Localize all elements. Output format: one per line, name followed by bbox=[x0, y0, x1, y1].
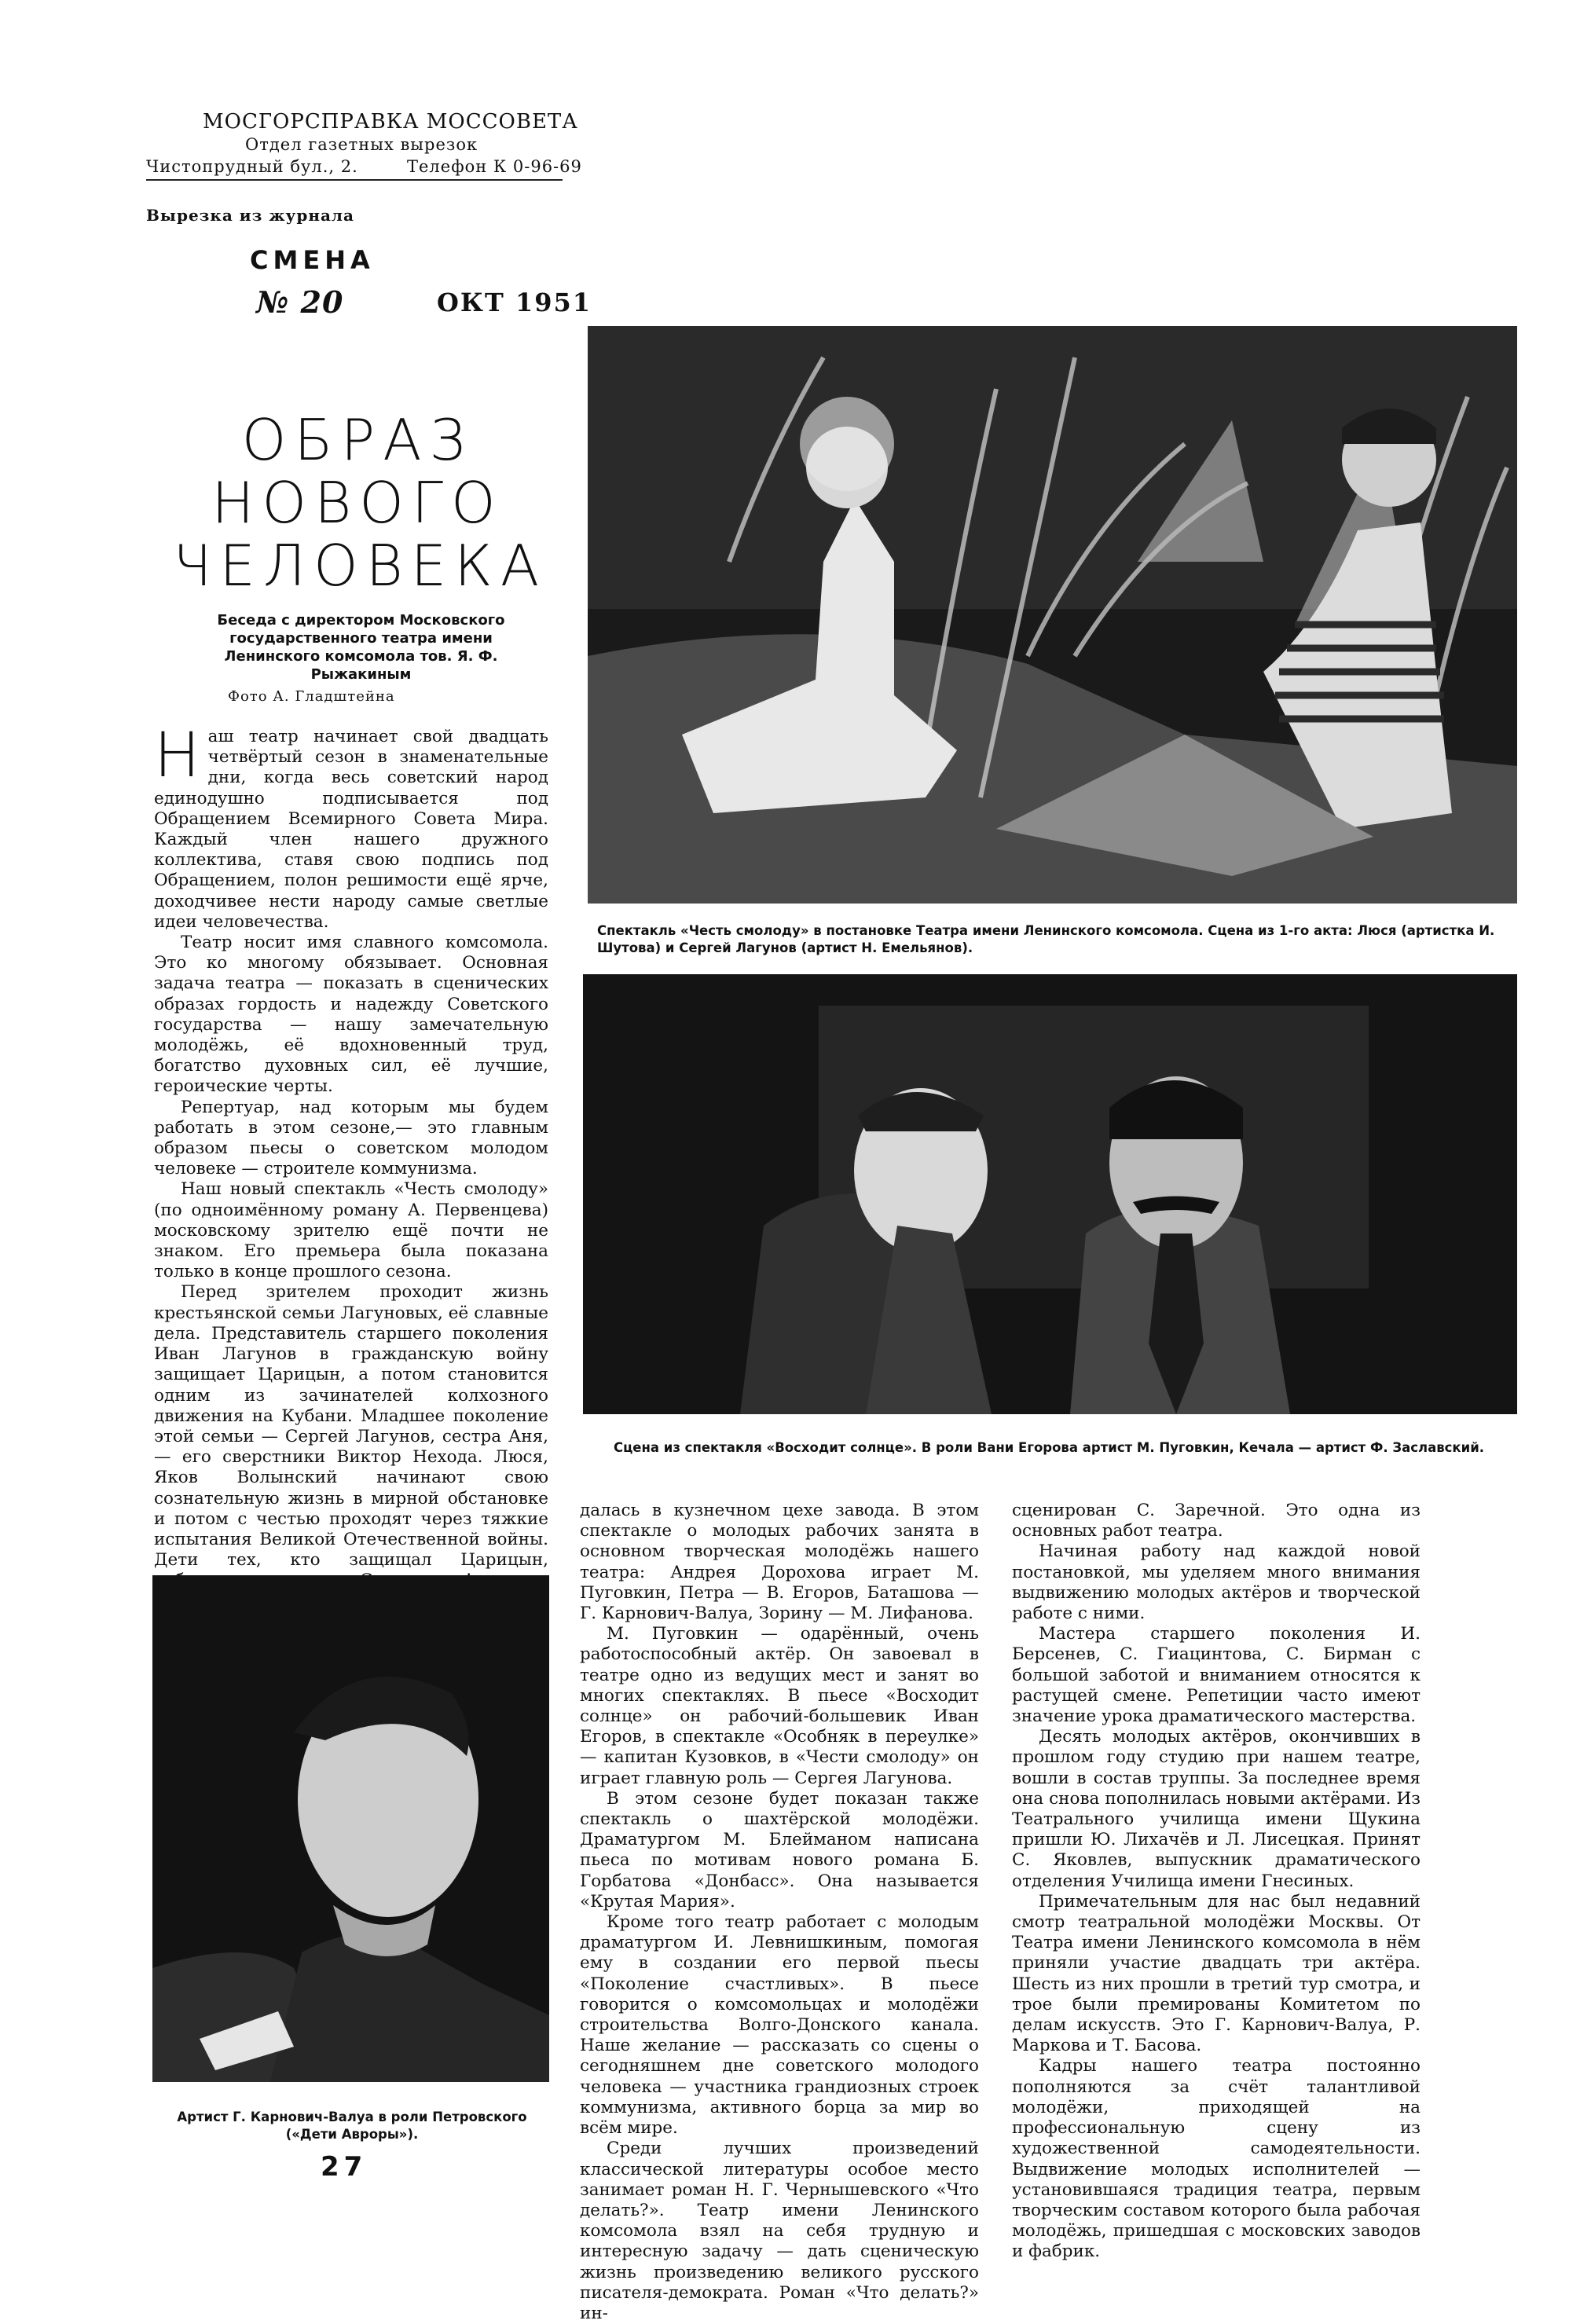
article-title bbox=[173, 407, 548, 599]
first-paragraph: аш театр начинает свой двадцать четвёртый сезон в знаменательные дни, когда весь советский народ единодушно подписывается под Обращением Всемирного Совета Мира. Каждый член нашего дружного коллектива, ставя свою подпись под Обращением, полон решимости ещё ярче, доходчивее нести народу самые светлые идеи человечества. bbox=[154, 727, 548, 932]
photo-chest-smolodu bbox=[588, 326, 1517, 904]
scene-illustration-1 bbox=[588, 326, 1517, 904]
portrait-illustration bbox=[152, 1575, 549, 2082]
col1-paragraph: Перед зрителем проходит жизнь крестьянской семьи Лагуновых, её славные дела. Представитель старшего поколения Иван Лагунов в гражданскую войну защищает Царицын, а потом становится одним из зачинателей колхозного движения на Кубани. Младшее поколение этой семьи — Сергей Лагунов, сестра Аня,— его сверстники Виктор Неходa. Люся, Яков Волынский начинают свою сознательную жизнь в мирной обстановке и потом с честью проходят через тяжкие испытания Великой Отечественной войны. Дети тех, кто защищал Царицын, bbox=[154, 1282, 548, 1571]
col3-paragraph: сценирован С. Заречной. Это одна из основных работ театра. bbox=[1012, 1501, 1421, 1541]
col3-paragraph: Десять молодых актёров, окончивших в прошлом году студию при нашем театре, вошли в состав труппы. За последнее время она снова пополнилась новыми актёрами. Из Театрального училища имени Щукина пришли Ю. Лихачёв и Л. Лисецкая. Принят С. Яковлев, выпускник драматического отделения Училища имени Гнесиных. bbox=[1012, 1727, 1421, 1891]
photo1-caption: Спектакль «Честь смолоду» в постановке Театра имени Ленинского комсомола. Сцена из 1-го акта: Люся (артистка И. Шутова) и Сергей Лагунов (артист Н. Емельянов). bbox=[597, 923, 1495, 955]
article-column-2 bbox=[580, 1501, 979, 2324]
stamp-agency: МОСГОРСПРАВКА МОССОВЕТА bbox=[203, 110, 578, 134]
title-line-1: ОБРАЗ bbox=[241, 407, 474, 473]
col1-paragraph: Театр носит имя славного комсомола. Это ко многому обязывает. Основная задача театра — показать в сценических образах гордость и надежду Советского государства — нашу замечательную молодёжь, её вдохновенный труд, богатство духовных сил, её лучшие, героические черты. bbox=[154, 933, 548, 1097]
col3-paragraph: Кадры нашего театра постоянно пополняются за счёт талантливой молодёжи, приходящей на профессиональную сцену из художественной самодеятельности. Выдвижение молодых исполнителей — установившаяся традиция театра, первым творческим составом которого была рабочая молодёжь, пришедшая с московских заводов и фабрик. bbox=[1012, 2056, 1421, 2262]
title-line-2: НОВОГО bbox=[211, 470, 504, 536]
col3-paragraph: Начиная работу над каждой новой постановкой, мы уделяем много внимания выдвижению молодых актёров и творческой работе с ними. bbox=[1012, 1541, 1421, 1624]
col1-paragraph: Наш новый спектакль «Честь смолоду» (по одноимённому роману А. Первенцева) московскому зрителю ещё почти не знаком. Его премьера была показана только в конце прошлого сезона. bbox=[154, 1179, 548, 1282]
title-line-3: ЧЕЛОВЕКА bbox=[173, 533, 548, 599]
photo2-caption: Сцена из спектакля «Восходит солнце». В роли Вани Егорова артист М. Пуговкин, Кечала — артист Ф. Заславский. bbox=[613, 1440, 1485, 1455]
article-column-3 bbox=[1012, 1501, 1421, 2263]
stamp-phone: Телефон К 0-96-69 bbox=[407, 157, 582, 176]
stamp-department: Отдел газетных вырезок bbox=[245, 135, 478, 154]
photo-karnovich-valua bbox=[152, 1575, 549, 2082]
stamp-address: Чистопрудный бул., 2. bbox=[146, 157, 358, 176]
clipping-label: Вырезка из журнала bbox=[146, 206, 354, 225]
issue-date: ОКТ 1951 bbox=[437, 288, 592, 317]
stamp-rule bbox=[146, 179, 563, 181]
journal-name: СМЕНА bbox=[250, 245, 375, 275]
photo-credit: Фото А. Гладштейна bbox=[228, 688, 395, 705]
col2-paragraph: далась в кузнечном цехе завода. В этом спектакле о молодых рабочих занята в основном творческая молодёжь нашего театра: Андрея Дорохова играет М. Пуговкин, Петра — В. Егоров, Баташова — Г. Карнович-Валуа, Зорину — М. Лифанова. bbox=[580, 1501, 979, 1624]
photo3-caption: Артист Г. Карнович-Валуа в роли Петровского («Дети Авроры»). bbox=[177, 2110, 527, 2142]
col2-paragraph: Среди лучших произведений классической литературы особое место занимает роман Н. Г. Чернышевского «Что делать?». Театр имени Ленинского комсомола взял на себя трудную и интересную задачу — дать сценическую жизнь произведению великого русского писателя-демократа. Роман «Что делать?» ин- bbox=[580, 2139, 979, 2323]
col3-paragraph: Мастера старшего поколения И. Берсенев, С. Гиацинтова, С. Бирман с большой заботой и вниманием относятся к растущей смене. Репетиции часто имеют значение урока драматического мастерства. bbox=[1012, 1624, 1421, 1727]
photo-voskhodit-solntse bbox=[583, 974, 1517, 1414]
page-number: 27 bbox=[321, 2151, 368, 2183]
col3-paragraph: Примечательным для нас был недавний смотр театральной молодёжи Москвы. От Театра имени Ленинского комсомола в нём приняли участие двадцать три актёра. Шесть из них прошли в третий тур смотра, и трое были премированы Комитетом по делам искусств. Это Г. Карнович-Валуа, Р. Маркова и Т. Басова. bbox=[1012, 1891, 1421, 2056]
scene-illustration-2 bbox=[583, 974, 1517, 1414]
col2-paragraph: М. Пуговкин — одарённый, очень работоспособный актёр. Он завоевал в театре одно из ведущих мест и занят во многих спектаклях. В пьесе «Восходит солнце» он рабочий-большевик Иван Егоров, в спектакле «Особняк в переулке» — капитан Кузовков, в «Чести смолоду» он играет главную роль — Сергея Лагунова. bbox=[580, 1624, 979, 1788]
article-subtitle: Беседа с директором Московского государственного театра имени Ленинского комсомола тов. Я. Ф. Рыжакиным bbox=[217, 612, 505, 683]
col2-paragraph: Кроме того театр работает с молодым драматургом И. Левнишкиным, помогая ему в создании его первой пьесы «Поколение счастливых». В пьесе говорится о комсомольцах и молодёжи строительства Волго-Донского канала. Наше желание — рассказать со сцены о сегодняшнем дне советского молодого человека — участника грандиозных строек коммунизма, активного борца за мир во всём мире. bbox=[580, 1912, 979, 2139]
drop-cap: Н bbox=[154, 720, 200, 791]
col2-paragraph: В этом сезоне будет показан также спектакль о шахтёрской молодёжи. Драматургом М. Блейманом написана пьеса по мотивам нового романа Б. Горбатова «Донбасс». Она называется «Крутая Мария». bbox=[580, 1788, 979, 1912]
issue-number: № 20 bbox=[256, 284, 344, 320]
col1-paragraph: Репертуар, над которым мы будем работать в этом сезоне,— это главным образом пьесы о советском молодом человеке — строителе коммунизма. bbox=[154, 1097, 548, 1179]
